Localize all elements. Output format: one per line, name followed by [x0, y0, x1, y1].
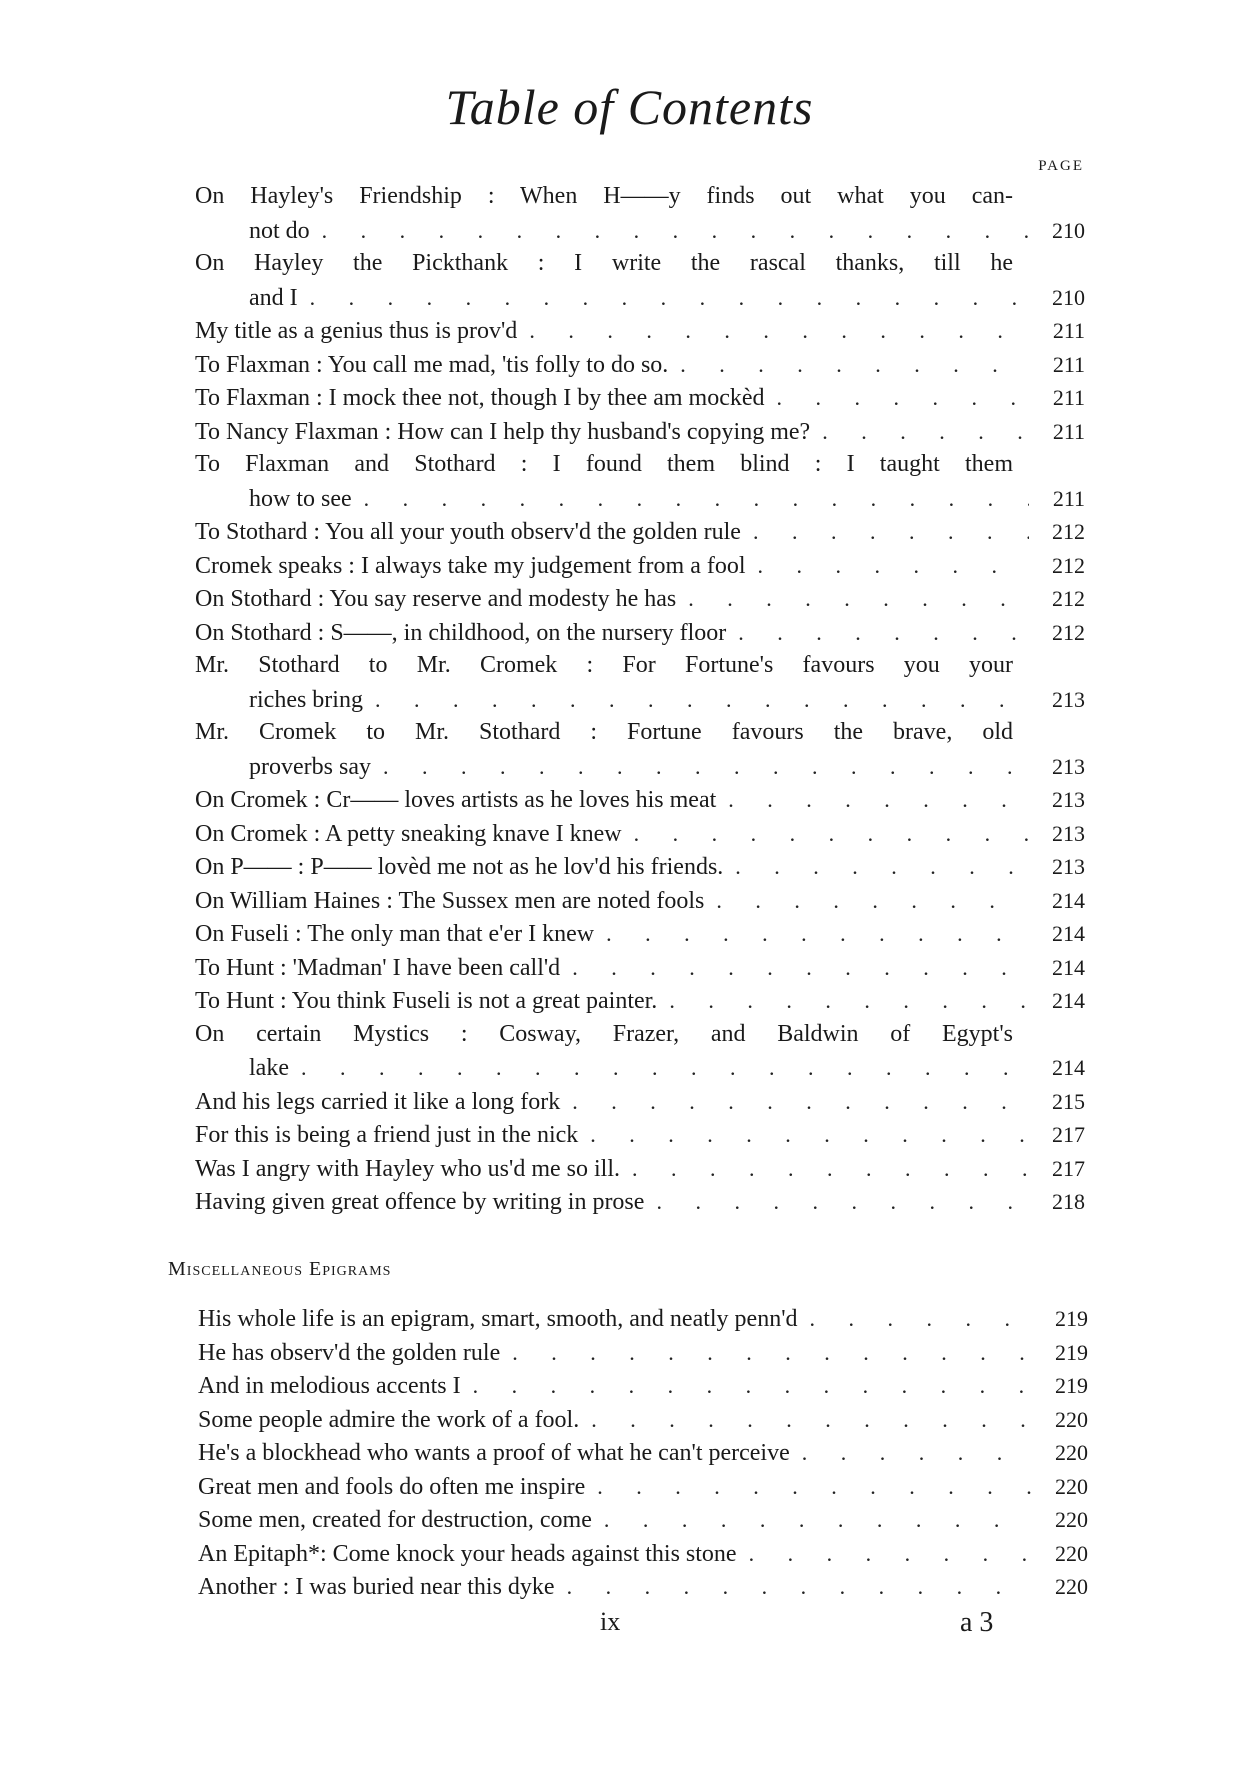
entry-page-number: 215 — [1052, 1088, 1085, 1114]
entry-page-number: 217 — [1052, 1155, 1085, 1181]
toc-entry — [195, 817, 1085, 851]
entry-title: On William Haines : The Sussex men are noted fools — [195, 887, 705, 914]
dot-leader — [737, 1537, 1032, 1571]
dot-leader — [726, 616, 1029, 650]
dot-leader — [716, 783, 1029, 817]
entry-page-number: 220 — [1055, 1406, 1088, 1432]
entry-page-number: 213 — [1052, 820, 1085, 846]
entry-page-number: 212 — [1052, 519, 1085, 544]
page-column-header: PAGE — [1038, 158, 1084, 174]
entry-title: On Stothard : S——, in childhood, on the nursery floor — [195, 619, 727, 646]
dot-leader — [810, 415, 1029, 449]
toc-entry — [195, 1085, 1085, 1119]
toc-entry — [198, 1369, 1088, 1403]
entry-title: His whole life is an epigram, smart, smooth, and neatly penn'd — [198, 1306, 798, 1332]
toc-entries — [195, 180, 1085, 1219]
entry-page-number: 210 — [1052, 284, 1085, 310]
entry-page-number: 212 — [1052, 619, 1085, 645]
toc-entry — [198, 1403, 1088, 1437]
entry-title: To Flaxman : I mock thee not, though I by thee am mockèd — [195, 385, 765, 411]
entry-page-number: 218 — [1052, 1189, 1085, 1214]
dot-leader — [461, 1369, 1032, 1403]
entry-title-line1: On Hayley's Friendship : When H——y finds out what you can- — [195, 183, 1013, 209]
dot-leader — [579, 1403, 1032, 1437]
dot-leader — [676, 582, 1029, 616]
entry-page-number: 211 — [1052, 351, 1085, 377]
toc-entry — [195, 783, 1085, 817]
toc-entry — [195, 1018, 1085, 1085]
dot-leader — [352, 482, 1029, 516]
entry-page-number: 219 — [1055, 1339, 1088, 1365]
dot-leader — [798, 1302, 1032, 1336]
toc-entry — [198, 1436, 1088, 1470]
entry-title: Having given great offence by writing in prose — [195, 1189, 645, 1215]
entry-title: To Nancy Flaxman : How can I help thy husband's copying me? — [195, 418, 811, 445]
dot-leader — [517, 314, 1029, 348]
entry-page-number: 217 — [1052, 1122, 1085, 1147]
toc-entries-misc — [198, 1302, 1088, 1604]
entry-page-number: 220 — [1055, 1440, 1088, 1465]
toc-entry — [195, 951, 1085, 985]
entry-title-line1: Mr. Cromek to Mr. Stothard : Fortune favours the brave, old — [195, 719, 1013, 745]
entry-title-line1: On certain Mystics : Cosway, Frazer, and Baldwin of Egypt's — [195, 1020, 1013, 1047]
entry-page-number: 211 — [1052, 485, 1085, 511]
toc-entry — [195, 381, 1085, 415]
dot-leader — [578, 1118, 1029, 1152]
dot-leader — [592, 1503, 1032, 1537]
entry-page-number: 214 — [1052, 887, 1085, 913]
toc-entry — [195, 348, 1085, 382]
entry-page-number: 214 — [1052, 954, 1085, 980]
section-heading: Miscellaneous Epigrams — [168, 1258, 392, 1280]
entry-title: Cromek speaks : I always take my judgement from a fool — [195, 552, 746, 579]
page-number: ix — [600, 1607, 621, 1636]
dot-leader — [371, 750, 1029, 784]
entry-page-number: 220 — [1055, 1540, 1088, 1566]
toc-entry — [195, 917, 1085, 951]
entry-page-number: 220 — [1055, 1473, 1088, 1499]
entry-title: Some men, created for destruction, come — [198, 1507, 592, 1533]
entry-page-number: 212 — [1052, 552, 1085, 578]
entry-title-line2: proverbs say — [249, 753, 371, 780]
entry-title: For this is being a friend just in the nick — [195, 1122, 579, 1148]
entry-title: He has observ'd the golden rule — [198, 1339, 501, 1366]
toc-entry — [195, 884, 1085, 918]
entry-title-line1: Mr. Stothard to Mr. Cromek : For Fortune's favours you your — [195, 652, 1013, 678]
toc-entry — [195, 649, 1085, 716]
entry-title-line2: and I — [249, 284, 298, 311]
entry-page-number: 213 — [1052, 753, 1085, 779]
entry-title: Another : I was buried near this dyke — [198, 1574, 555, 1600]
entry-title-line2: not do — [249, 217, 310, 244]
toc-entry — [195, 314, 1085, 348]
toc-entry — [195, 984, 1085, 1018]
entry-title-line2: lake — [249, 1055, 289, 1081]
entry-title: On Cromek : Cr—— loves artists as he loves his meat — [195, 787, 717, 813]
dot-leader — [585, 1470, 1032, 1504]
entry-title: An Epitaph*: Come knock your heads against this stone — [198, 1540, 737, 1567]
entry-title: And his legs carried it like a long fork — [195, 1088, 561, 1115]
entry-title: My title as a genius thus is prov'd — [195, 318, 518, 344]
toc-entry — [195, 549, 1085, 583]
entry-title: Great men and fools do often me inspire — [198, 1473, 586, 1500]
toc-entry — [195, 582, 1085, 616]
dot-leader — [741, 515, 1029, 549]
entry-title: He's a blockhead who wants a proof of what he can't perceive — [198, 1440, 790, 1466]
entry-page-number: 211 — [1052, 418, 1085, 444]
entry-title-line2: how to see — [249, 485, 352, 512]
dot-leader — [723, 850, 1029, 884]
dot-leader — [555, 1570, 1032, 1604]
entry-title-line2: riches bring — [249, 686, 363, 713]
entry-title: To Hunt : You think Fuseli is not a great painter. — [195, 988, 658, 1014]
entry-title-line1: On Hayley the Pickthank : I write the rascal thanks, till he — [195, 250, 1013, 276]
entry-page-number: 213 — [1052, 787, 1085, 812]
entry-page-number: 220 — [1055, 1574, 1088, 1599]
dot-leader — [500, 1336, 1032, 1370]
toc-entry — [195, 415, 1085, 449]
toc-entry — [195, 1185, 1085, 1219]
entry-page-number: 214 — [1052, 988, 1085, 1013]
entry-title: To Hunt : 'Madman' I have been call'd — [195, 954, 561, 981]
toc-entry — [198, 1302, 1088, 1336]
entry-page-number: 213 — [1052, 686, 1085, 712]
dot-leader — [746, 549, 1029, 583]
toc-entry — [195, 515, 1085, 549]
toc-entry — [195, 448, 1085, 515]
toc-entry — [195, 850, 1085, 884]
toc-entry — [195, 1152, 1085, 1186]
dot-leader — [644, 1185, 1029, 1219]
toc-entry — [198, 1503, 1088, 1537]
entry-page-number: 220 — [1055, 1507, 1088, 1532]
page-title: Table of Contents — [445, 79, 814, 135]
entry-page-number: 213 — [1052, 854, 1085, 879]
dot-leader — [298, 281, 1029, 315]
dot-leader — [620, 1152, 1029, 1186]
signature-mark: a 3 — [960, 1607, 994, 1638]
entry-title: On Fuseli : The only man that e'er I knew — [195, 921, 595, 947]
entry-page-number: 212 — [1052, 586, 1085, 611]
dot-leader — [594, 917, 1029, 951]
entry-title: Was I angry with Hayley who us'd me so ill. — [195, 1155, 620, 1182]
toc-entry — [198, 1336, 1088, 1370]
toc-entry — [195, 1118, 1085, 1152]
entry-page-number: 214 — [1052, 1055, 1085, 1080]
dot-leader — [790, 1436, 1032, 1470]
entry-page-number: 219 — [1055, 1373, 1088, 1398]
entry-title: Some people admire the work of a fool. — [198, 1406, 580, 1433]
toc-entry — [198, 1537, 1088, 1571]
dot-leader — [657, 984, 1029, 1018]
dot-leader — [668, 348, 1029, 382]
dot-leader — [560, 951, 1029, 985]
dot-leader — [622, 817, 1029, 851]
dot-leader — [363, 683, 1029, 717]
dot-leader — [310, 214, 1029, 248]
entry-title: On Stothard : You say reserve and modesty he has — [195, 586, 677, 612]
entry-title: On Cromek : A petty sneaking knave I knew — [195, 820, 622, 847]
dot-leader — [560, 1085, 1029, 1119]
dot-leader — [704, 884, 1029, 918]
entry-page-number: 210 — [1052, 217, 1085, 243]
entry-page-number: 211 — [1052, 385, 1085, 410]
toc-entry — [195, 180, 1085, 247]
toc-entry — [198, 1570, 1088, 1604]
entry-page-number: 219 — [1055, 1306, 1088, 1331]
entry-title: To Flaxman : You call me mad, 'tis folly to do so. — [195, 351, 669, 378]
entry-title: To Stothard : You all your youth observ'd the golden rule — [195, 519, 741, 545]
toc-entry — [195, 716, 1085, 783]
entry-title: And in melodious accents I — [198, 1373, 461, 1399]
entry-title: On P—— : P—— lovèd me not as he lov'd his friends. — [195, 854, 724, 880]
entry-page-number: 214 — [1052, 921, 1085, 946]
dot-leader — [765, 381, 1029, 415]
dot-leader — [289, 1051, 1029, 1085]
toc-entry — [195, 247, 1085, 314]
entry-title-line1: To Flaxman and Stothard : I found them blind : I taught them — [195, 451, 1013, 477]
toc-entry — [198, 1470, 1088, 1504]
toc-entry — [195, 616, 1085, 650]
entry-page-number: 211 — [1052, 318, 1085, 343]
